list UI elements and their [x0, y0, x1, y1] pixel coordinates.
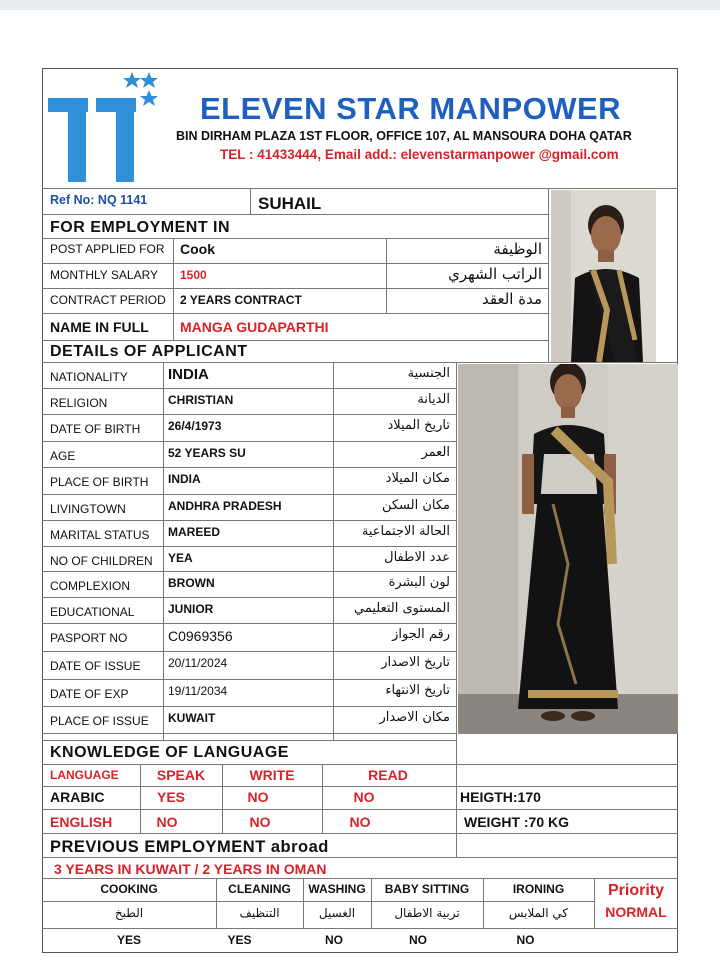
row-line [42, 857, 678, 858]
skill-babysitting: BABY SITTING [384, 882, 470, 896]
applicant-arabic: الجنسية [407, 366, 450, 381]
col-line [456, 734, 457, 857]
photo-border [548, 188, 549, 362]
applicant-label: AGE [50, 449, 76, 463]
row-line [42, 340, 548, 341]
applicant-arabic: تاريخ الانتهاء [385, 683, 450, 698]
applicant-value: INDIA [168, 366, 209, 383]
english-read: NO [349, 814, 371, 830]
applicant-label: COMPLEXION [50, 579, 131, 593]
row-line [42, 878, 678, 879]
salary-label: MONTHLY SALARY [50, 268, 159, 282]
applicant-arabic: مكان السكن [381, 498, 450, 513]
row-line [42, 388, 456, 389]
contract-value: 2 YEARS CONTRACT [180, 293, 302, 307]
skill-ironing: IRONING [512, 882, 565, 896]
skill-washing: WASHING [308, 882, 366, 896]
applicant-value: JUNIOR [168, 602, 214, 616]
language-title: KNOWLEDGE OF LANGUAGE [50, 744, 289, 761]
applicant-value: INDIA [168, 472, 201, 486]
applicant-value: MAREED [168, 525, 221, 539]
applicant-title: DETAILs OF APPLICANT [50, 343, 248, 360]
lang-header-write: WRITE [249, 767, 295, 783]
row-line [42, 520, 456, 521]
applicant-label: DATE OF ISSUE [50, 659, 141, 673]
priority-value: NORMAL [605, 904, 667, 920]
applicant-label: NO OF CHILDREN [50, 554, 153, 568]
row-line [42, 288, 548, 289]
ref-divider [42, 214, 548, 215]
height-value: HEIGTH:170 [460, 789, 541, 805]
col-line [386, 238, 387, 313]
applicant-value: 20/11/2024 [168, 656, 228, 670]
contract-arabic: مدة العقد [482, 290, 542, 308]
previous-value: 3 YEARS IN KUWAIT / 2 YEARS IN OMAN [54, 861, 327, 877]
applicant-value: BROWN [168, 576, 215, 590]
previous-title: PREVIOUS EMPLOYMENT abroad [50, 838, 329, 856]
lang-header-speak: SPEAK [156, 767, 206, 783]
lang-english: ENGLISH [50, 814, 113, 830]
photo-border [456, 362, 457, 734]
company-name: ELEVEN STAR MANPOWER [200, 91, 622, 126]
skill-cleaning: CLEANING [228, 882, 291, 896]
company-contact: TEL : 41433444, Email add.: elevenstarmanpower @gmail.com [220, 147, 619, 162]
skill-cleaning-value: YES [227, 933, 252, 947]
row-line [42, 263, 548, 264]
skill-babysitting-value: NO [409, 933, 427, 947]
applicant-arabic: تاريخ الاصدار [381, 655, 450, 670]
arabic-read: NO [353, 789, 375, 805]
applicant-label: NATIONALITY [50, 370, 128, 384]
skill-cooking: COOKING [100, 882, 158, 896]
row-line [42, 740, 456, 741]
lang-arabic: ARABIC [50, 789, 105, 805]
skill-washing-arabic: الغسيل [318, 906, 356, 920]
applicant-arabic: عدد الاطفال [384, 550, 450, 565]
full-body-photo [458, 364, 678, 734]
applicant-arabic: مكان الميلاد [385, 471, 450, 486]
applicant-value: KUWAIT [168, 711, 216, 725]
applicant-value: 19/11/2034 [168, 684, 228, 698]
arabic-write: NO [247, 789, 269, 805]
applicant-label: LIVINGTOWN [50, 502, 126, 516]
salary-value: 1500 [180, 268, 207, 282]
priority-label: Priority [607, 882, 664, 899]
ref-number: Ref No: NQ 1141 [50, 193, 148, 207]
col-line [333, 362, 334, 740]
applicant-arabic: رقم الجواز [392, 627, 450, 642]
weight-value: WEIGHT :70 KG [464, 814, 570, 830]
row-line [42, 901, 594, 902]
row-line [42, 679, 456, 680]
post-value: Cook [180, 241, 215, 257]
col-line [173, 238, 174, 340]
header-divider [42, 188, 678, 189]
row-line [42, 494, 456, 495]
arabic-speak: YES [156, 789, 185, 805]
sponsor-name: SUHAIL [258, 194, 322, 213]
lang-header-language: LANGUAGE [50, 768, 119, 782]
skill-ironing-value: NO [516, 933, 535, 947]
applicant-value: 52 YEARS SU [168, 446, 246, 460]
skill-ironing-arabic: كي الملابس [508, 906, 569, 920]
row-line [42, 733, 456, 734]
post-label: POST APPLIED FOR [50, 242, 165, 256]
skill-cleaning-arabic: التنظيف [239, 906, 280, 920]
row-line [42, 928, 678, 929]
applicant-arabic: العمر [421, 445, 450, 460]
row-line [42, 706, 456, 707]
row-line [42, 764, 678, 765]
applicant-label: PLACE OF ISSUE [50, 714, 149, 728]
english-speak: NO [156, 814, 178, 830]
row-line [42, 313, 548, 314]
row-line [42, 238, 548, 239]
name-value: MANGA GUDAPARTHI [180, 319, 329, 335]
ref-vline [250, 188, 251, 214]
row-line [42, 786, 678, 787]
skill-cooking-arabic: الطبخ [114, 906, 144, 920]
row-line [42, 546, 456, 547]
top-bar [0, 0, 720, 10]
company-address: BIN DIRHAM PLAZA 1ST FLOOR, OFFICE 107, AL MANSOURA DOHA QATAR [176, 129, 632, 143]
logo [48, 70, 158, 182]
applicant-arabic: الحالة الاجتماعية [361, 524, 450, 539]
row-line [42, 362, 678, 363]
skill-babysitting-arabic: تربية الاطفال [394, 906, 460, 920]
english-write: NO [249, 814, 271, 830]
row-line [42, 571, 456, 572]
post-arabic: الوظيفة [493, 240, 542, 258]
col-line [222, 764, 223, 833]
portrait-photo [551, 190, 656, 362]
applicant-arabic: لون البشرة [388, 575, 450, 590]
applicant-value: 26/4/1973 [168, 419, 222, 433]
row-line [42, 414, 456, 415]
applicant-value: YEA [168, 551, 193, 565]
applicant-arabic: مكان الاصدار [379, 710, 450, 725]
skill-washing-value: NO [325, 933, 343, 947]
row-line [42, 651, 456, 652]
row-line [42, 623, 456, 624]
name-label: NAME IN FULL [50, 319, 149, 335]
applicant-label: MARITAL STATUS [50, 528, 150, 542]
row-line [42, 833, 678, 834]
applicant-label: PLACE OF BIRTH [50, 475, 149, 489]
applicant-label: EDUCATIONAL [50, 605, 135, 619]
row-line [42, 467, 456, 468]
col-line [322, 764, 323, 833]
applicant-arabic: المستوى التعليمي [354, 601, 450, 616]
applicant-value: C0969356 [168, 628, 233, 644]
skill-cooking-value: YES [116, 933, 141, 947]
applicant-value: ANDHRA PRADESH [168, 499, 282, 513]
employment-title: FOR EMPLOYMENT IN [50, 219, 231, 236]
applicant-label: DATE OF EXP [50, 687, 129, 701]
applicant-label: DATE OF BIRTH [50, 422, 141, 436]
salary-arabic: الراتب الشهري [448, 265, 542, 283]
contract-label: CONTRACT PERIOD [50, 293, 166, 307]
row-line [42, 809, 678, 810]
applicant-label: RELIGION [50, 396, 108, 410]
col-line [140, 764, 141, 833]
row-line [42, 597, 456, 598]
applicant-arabic: تاريخ الميلاد [387, 418, 450, 433]
row-line [42, 441, 456, 442]
applicant-arabic: الديانة [417, 392, 450, 407]
lang-header-read: READ [368, 767, 408, 783]
applicant-label: PASPORT NO [50, 631, 128, 645]
col-line [163, 362, 164, 740]
applicant-value: CHRISTIAN [168, 393, 234, 407]
